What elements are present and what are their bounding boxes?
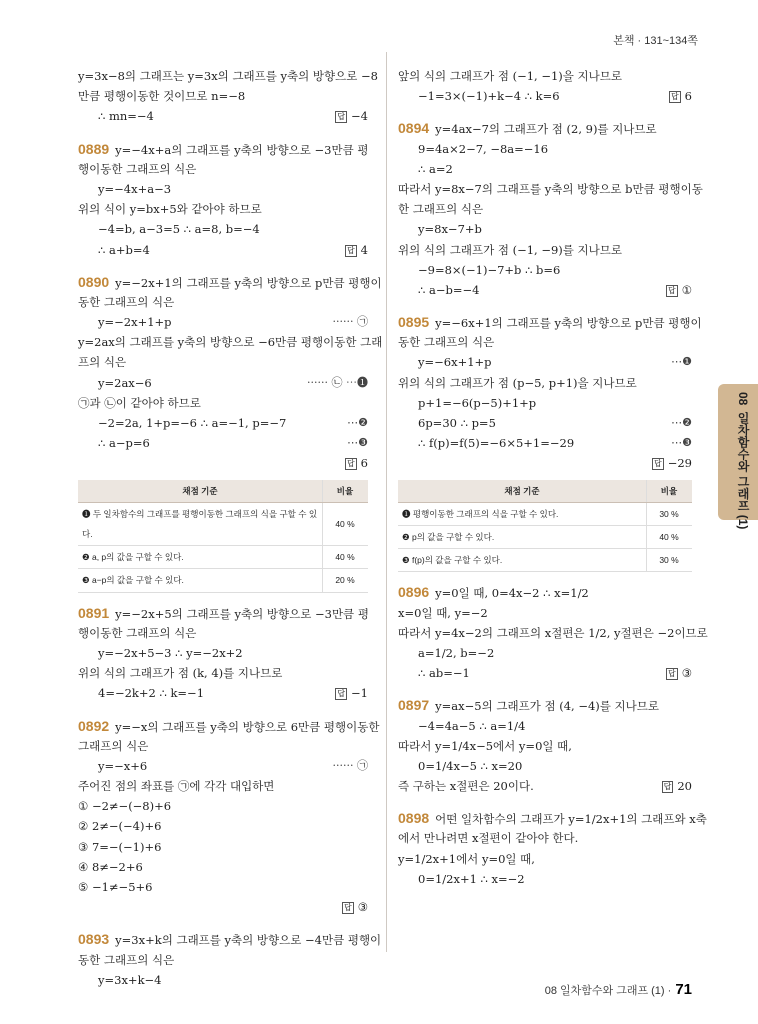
table-row xyxy=(398,549,692,572)
solution-line xyxy=(398,869,692,889)
table-header-cell: 채점 기준 xyxy=(78,480,323,503)
problem-number: 0893 xyxy=(78,931,110,948)
spacer xyxy=(78,127,368,139)
solution-line xyxy=(398,240,692,260)
solution-line xyxy=(398,139,692,159)
solution-line xyxy=(398,280,692,300)
answer-value: 6 xyxy=(360,456,368,471)
chapter-number: 08 xyxy=(736,392,750,406)
line-text: y=4ax−7의 그래프가 점 (2, 9)를 지나므로 xyxy=(435,122,657,137)
step-marker: ······ ㉠ xyxy=(332,315,368,329)
column-divider xyxy=(386,52,387,952)
spacer xyxy=(398,300,692,312)
line-text: −2=2a, 1+p=−6 ∴ a=−1, p=−7 xyxy=(98,416,287,430)
answer xyxy=(669,86,692,106)
line-text: 동한 그래프의 식은 xyxy=(78,294,175,309)
answer xyxy=(652,453,692,473)
line-text: x=0일 때, y=−2 xyxy=(398,605,488,620)
table-cell: ❸ a−p의 값을 구할 수 있다. xyxy=(78,569,323,592)
answer xyxy=(666,280,692,300)
solution-line xyxy=(78,756,368,776)
answer-icon: 답 xyxy=(337,689,346,699)
solution-line xyxy=(78,929,382,949)
answer xyxy=(335,106,368,126)
table-row xyxy=(78,546,368,569)
answer-icon: 답 xyxy=(346,459,355,469)
solution-line xyxy=(78,716,380,736)
answer-value: −4 xyxy=(351,109,368,124)
step-marker: ⋯❷ xyxy=(671,416,692,429)
line-text: ② 2≠−(−4)+6 xyxy=(78,819,162,834)
line-text: y=3x+k−4 xyxy=(98,972,162,987)
line-text: 0=1/4x−5 ∴ x=20 xyxy=(418,758,523,773)
solution-line xyxy=(398,199,692,219)
solution-line xyxy=(78,106,368,126)
line-text: −9=8×(−1)−7+b ∴ b=6 xyxy=(418,262,561,277)
solution-line xyxy=(78,643,368,663)
solution-line xyxy=(398,219,692,239)
table-header-row xyxy=(78,480,368,503)
line-text: y=1/2x+1에서 y=0일 때, xyxy=(398,851,535,866)
answer-value: 6 xyxy=(684,89,692,104)
answer-value: ③ xyxy=(681,666,692,681)
table-header-cell: 비율 xyxy=(647,480,693,503)
solution-line xyxy=(398,312,702,332)
solution-line xyxy=(78,796,368,816)
solution-line xyxy=(398,695,692,715)
line-text: a=1/2, b=−2 xyxy=(418,645,495,660)
table-cell: ❶ 평행이동한 그래프의 식을 구할 수 있다. xyxy=(398,502,647,525)
line-text: −4=4a−5 ∴ a=1/4 xyxy=(418,718,526,733)
line-text: y=3x−8의 그래프는 y=3x의 그래프를 y축의 방향으로 −8 xyxy=(78,69,378,83)
line-text: 따라서 y=1/4x−5에서 y=0일 때, xyxy=(398,738,572,753)
left-block-2 xyxy=(78,603,382,990)
solution-line xyxy=(78,179,368,199)
table-header-cell: 비율 xyxy=(323,480,369,503)
table-cell: ❷ a, p의 값을 구할 수 있다. xyxy=(78,546,323,569)
line-text: y=2ax−6 xyxy=(98,375,152,390)
step-marker: ⋯❷ xyxy=(347,416,368,429)
line-text: 그래프의 식은 xyxy=(78,738,149,753)
table-row xyxy=(78,502,368,545)
solution-line xyxy=(398,393,692,413)
solution-line xyxy=(78,857,368,877)
grading-table-0895 xyxy=(398,480,692,573)
solution-line xyxy=(398,623,708,643)
line-text: y=−x의 그래프를 y축의 방향으로 6만큼 평행이동한 xyxy=(115,719,380,734)
answer-value: −1 xyxy=(351,686,368,701)
solution-line xyxy=(78,352,368,372)
table-cell: 30 % xyxy=(647,502,693,525)
line-text: y=−2x+5의 그래프를 y축의 방향으로 −3만큼 평 xyxy=(115,606,369,621)
answer xyxy=(666,663,692,683)
solution-line xyxy=(398,756,692,776)
line-text: 9=4a×2−7, −8a=−16 xyxy=(418,141,549,156)
table-row xyxy=(398,525,692,548)
grading-table-0890 xyxy=(78,480,368,593)
solution-line xyxy=(78,970,368,990)
solution-line xyxy=(78,272,382,292)
line-text: 행이동한 그래프의 식은 xyxy=(78,625,197,640)
table-cell: 20 % xyxy=(323,569,369,592)
line-text: 에서 만나려면 x절편이 같아야 한다. xyxy=(398,831,579,846)
solution-line xyxy=(398,260,692,280)
spacer xyxy=(398,106,692,118)
line-text: 위의 식이 y=bx+5와 같아야 하므로 xyxy=(78,202,262,217)
answer-icon: 답 xyxy=(653,459,662,469)
solution-line xyxy=(78,736,368,756)
solution-line xyxy=(398,643,692,663)
solution-line xyxy=(398,716,692,736)
solution-line xyxy=(398,413,692,433)
table-cell: ❸ f(p)의 값을 구할 수 있다. xyxy=(398,549,647,572)
solution-line xyxy=(398,86,692,106)
solution-line xyxy=(78,66,378,86)
spacer xyxy=(398,796,692,808)
line-text: y=−2x+1+p xyxy=(98,315,172,330)
solution-line xyxy=(398,603,692,623)
table-header-cell: 채점 기준 xyxy=(398,480,647,503)
table-cell: 40 % xyxy=(647,525,693,548)
line-text: y=−x+6 xyxy=(98,758,148,773)
line-text: 위의 식의 그래프가 점 (k, 4)를 지나므로 xyxy=(78,666,283,681)
answer-icon: 답 xyxy=(667,669,676,679)
line-text: 즉 구하는 x절편은 20이다. xyxy=(398,779,534,794)
line-text: y=3x+k의 그래프를 y축의 방향으로 −4만큼 평행이 xyxy=(115,933,382,948)
table-cell: 40 % xyxy=(323,546,369,569)
answer-value: ③ xyxy=(357,900,368,915)
line-text: 어떤 일차함수의 그래프가 y=1/2x+1의 그래프와 x축 xyxy=(435,812,707,827)
solution-line xyxy=(78,393,368,413)
solution-line xyxy=(398,373,692,393)
line-text: y=8x−7+b xyxy=(418,222,482,237)
line-text: ∴ a+b=4 xyxy=(98,242,150,257)
line-text: y=−6x+1의 그래프를 y축의 방향으로 p만큼 평행이 xyxy=(435,316,702,331)
line-text: 주어진 점의 좌표를 ㉠에 각각 대입하면 xyxy=(78,779,275,794)
answer xyxy=(345,453,368,473)
line-text: ③ 7=−(−1)+6 xyxy=(78,839,162,854)
solution-line xyxy=(398,352,692,372)
solution-line xyxy=(398,332,692,352)
solution-line xyxy=(78,623,368,643)
line-text: 앞의 식의 그래프가 점 (−1, −1)을 지나므로 xyxy=(398,69,622,83)
line-text: y=−6x+1+p xyxy=(418,355,492,370)
line-text: 4=−2k+2 ∴ k=−1 xyxy=(98,686,205,701)
line-text: 동한 그래프의 식은 xyxy=(398,335,495,350)
line-text: −4=b, a−3=5 ∴ a=8, b=−4 xyxy=(98,222,260,237)
solution-line xyxy=(398,159,692,179)
solution-line xyxy=(78,603,368,623)
line-text: ∴ a−p=6 xyxy=(98,436,150,451)
answer-value: ① xyxy=(681,282,692,297)
line-text: ∴ f(p)=f(5)=−6×5+1=−29 xyxy=(418,436,575,451)
right-block-2 xyxy=(398,582,708,889)
table-row xyxy=(78,569,368,592)
solution-line xyxy=(398,776,692,796)
step-marker: ⋯❶ xyxy=(671,355,692,369)
line-text: ④ 8≠−2+6 xyxy=(78,859,143,874)
answer-value: 4 xyxy=(360,242,368,257)
line-text: ⑤ −1≠−5+6 xyxy=(78,880,153,895)
solution-line xyxy=(78,332,383,352)
chapter-tab-label xyxy=(735,392,752,529)
answer-value: −29 xyxy=(667,456,692,471)
answer xyxy=(342,897,368,917)
left-column xyxy=(78,66,383,990)
table-cell: ❶ 두 일차함수의 그래프를 평행이동한 그래프의 식을 구할 수 있다. xyxy=(78,502,323,545)
table-cell: 30 % xyxy=(647,549,693,572)
line-text: y=0일 때, 0=4x−2 ∴ x=1/2 xyxy=(435,586,589,601)
solution-line xyxy=(78,776,368,796)
right-column xyxy=(398,66,708,889)
problem-number: 0895 xyxy=(398,314,430,331)
solution-line xyxy=(398,118,692,138)
solution-line xyxy=(78,683,368,703)
page-number: 71 xyxy=(675,981,692,998)
answer-icon: 답 xyxy=(337,112,346,122)
solution-line xyxy=(78,199,368,219)
table-row xyxy=(398,502,692,525)
solution-line xyxy=(78,292,368,312)
solution-line xyxy=(78,663,368,683)
problem-number: 0891 xyxy=(78,604,110,621)
line-text: −1=3×(−1)+k−4 ∴ k=6 xyxy=(418,89,560,104)
step-marker: ⋯❸ xyxy=(671,436,692,450)
solution-line xyxy=(78,816,368,836)
line-text: 따라서 y=4x−2의 그래프의 x절편은 1/2, y절편은 −2이므로 xyxy=(398,625,708,640)
solution-line xyxy=(78,837,368,857)
solution-line xyxy=(398,179,703,199)
line-text: 위의 식의 그래프가 점 (−1, −9)를 지나므로 xyxy=(398,242,622,257)
solution-line xyxy=(398,453,692,473)
line-text: 0=1/2x+1 ∴ x=−2 xyxy=(418,871,525,886)
line-text: 행이동한 그래프의 식은 xyxy=(78,161,197,176)
answer xyxy=(662,776,692,796)
solution-line xyxy=(78,159,368,179)
table-cell: ❷ p의 값을 구할 수 있다. xyxy=(398,525,647,548)
problem-number: 0889 xyxy=(78,140,110,157)
page-header: 본책 · 131~134쪽 xyxy=(613,35,698,47)
step-marker: ······ ㉠ xyxy=(332,758,368,772)
line-text: 한 그래프의 식은 xyxy=(398,202,484,217)
solution-line xyxy=(78,413,368,433)
spacer xyxy=(398,683,692,695)
problem-number: 0896 xyxy=(398,584,430,601)
page-footer xyxy=(545,981,692,998)
step-marker: ⋯❸ xyxy=(347,436,368,450)
problem-number: 0890 xyxy=(78,273,110,290)
solution-line xyxy=(398,849,692,869)
line-text: 따라서 y=8x−7의 그래프를 y축의 방향으로 b만큼 평행이동 xyxy=(398,181,703,196)
problem-number: 0892 xyxy=(78,717,110,734)
answer-icon: 답 xyxy=(346,245,355,255)
line-text: y=−4x+a의 그래프를 y축의 방향으로 −3만큼 평 xyxy=(115,142,369,157)
table-cell: 40 % xyxy=(323,502,369,545)
solution-line xyxy=(78,219,368,239)
solution-line xyxy=(398,736,692,756)
solution-line xyxy=(78,139,368,159)
left-block-1 xyxy=(78,66,383,474)
solution-line xyxy=(78,453,368,473)
answer-icon: 답 xyxy=(670,92,679,102)
line-text: ∴ mn=−4 xyxy=(98,109,154,124)
line-text: y=−4x+a−3 xyxy=(98,181,172,196)
problem-number: 0897 xyxy=(398,697,430,714)
answer xyxy=(335,683,368,703)
answer-icon: 답 xyxy=(663,782,672,792)
line-text: y=−2x+1의 그래프를 y축의 방향으로 p만큼 평행이 xyxy=(115,275,382,290)
spacer xyxy=(78,917,368,929)
table-header-row xyxy=(398,480,692,503)
solution-line xyxy=(78,433,368,453)
spacer xyxy=(78,704,368,716)
line-text: ∴ a=2 xyxy=(418,161,453,176)
solution-line xyxy=(398,663,692,683)
answer-icon: 답 xyxy=(343,903,352,913)
answer xyxy=(345,240,368,260)
line-text: ∴ ab=−1 xyxy=(418,666,470,681)
line-text: 프의 식은 xyxy=(78,355,127,370)
problem-number: 0894 xyxy=(398,120,430,137)
problem-number: 0898 xyxy=(398,810,430,827)
solution-line xyxy=(398,808,707,828)
line-text: ㉠과 ㉡이 같아야 하므로 xyxy=(78,395,201,410)
step-marker: ······ ㉡ ⋯❶ xyxy=(307,375,368,389)
solution-line xyxy=(78,312,368,332)
solution-line xyxy=(78,86,368,106)
solution-line xyxy=(398,66,692,86)
line-text: ∴ a−b=−4 xyxy=(418,282,480,297)
solution-line xyxy=(78,373,368,393)
line-text: p+1=−6(p−5)+1+p xyxy=(418,395,537,410)
solution-line xyxy=(78,950,368,970)
spacer xyxy=(78,260,368,272)
solution-line xyxy=(398,433,692,453)
line-text: 위의 식의 그래프가 점 (p−5, p+1)을 지나므로 xyxy=(398,375,637,390)
solution-line xyxy=(398,582,692,602)
answer-icon: 답 xyxy=(667,285,676,295)
line-text: y=−2x+5−3 ∴ y=−2x+2 xyxy=(98,645,243,660)
solution-line xyxy=(78,897,368,917)
solution-line xyxy=(78,240,368,260)
line-text: 6p=30 ∴ p=5 xyxy=(418,416,496,430)
right-block-1 xyxy=(398,66,703,474)
line-text: ① −2≠−(−8)+6 xyxy=(78,799,172,814)
line-text: y=2ax의 그래프를 y축의 방향으로 −6만큼 평행이동한 그래 xyxy=(78,335,383,350)
line-text: 만큼 평행이동한 것이므로 n=−8 xyxy=(78,89,246,104)
chapter-title: 일차함수와 그래프 (1) xyxy=(736,412,750,530)
answer-value: 20 xyxy=(677,779,692,794)
solution-line xyxy=(78,877,368,897)
line-text: y=ax−5의 그래프가 점 (4, −4)를 지나므로 xyxy=(435,699,659,714)
footer-text: 08 일차함수와 그래프 (1) · xyxy=(544,985,672,997)
line-text: 동한 그래프의 식은 xyxy=(78,952,175,967)
solution-line xyxy=(398,828,692,848)
